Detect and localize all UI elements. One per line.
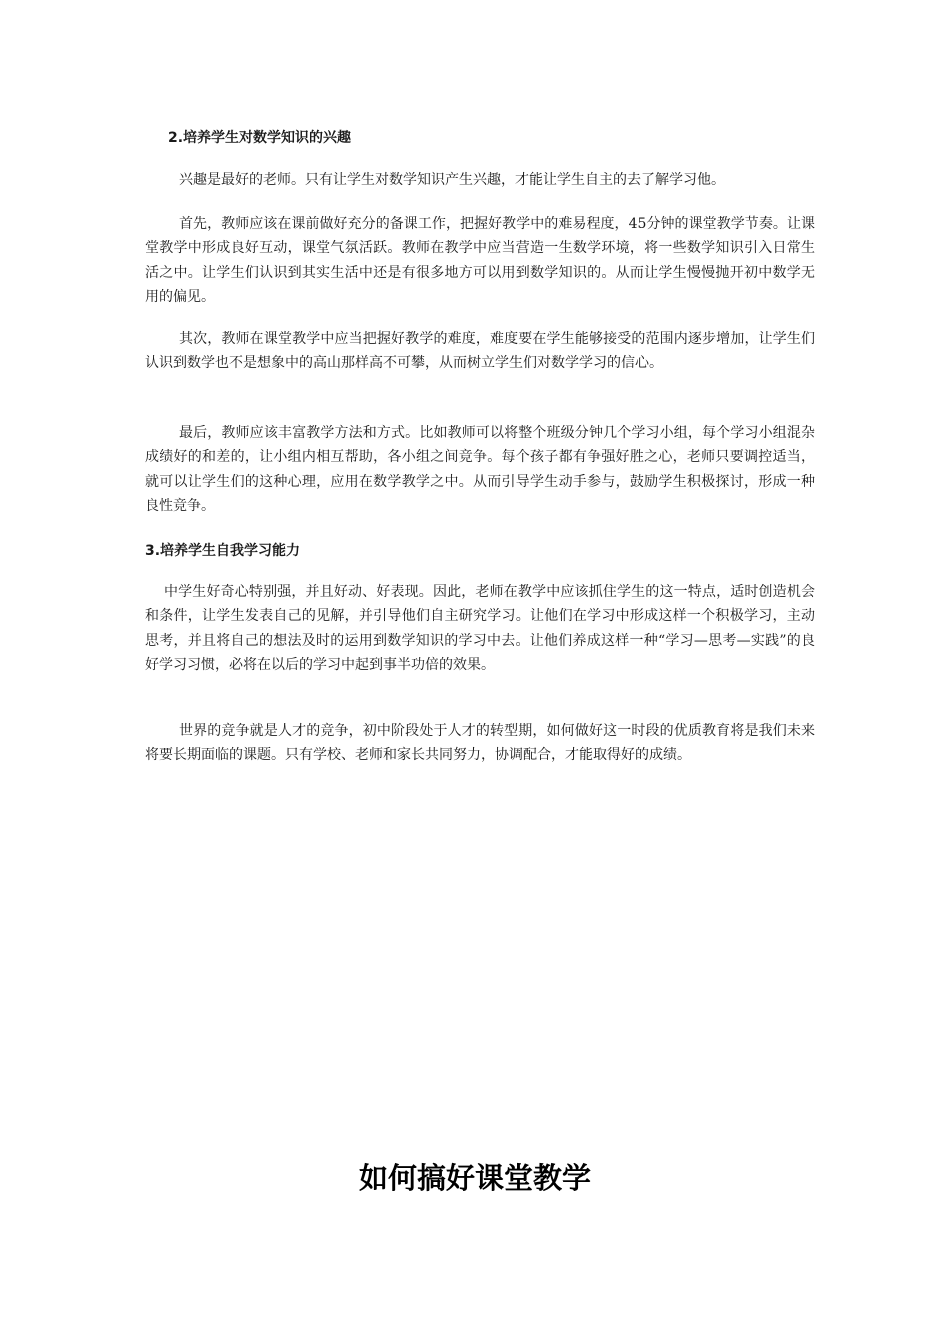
section-2-paragraph-2: 首先，教师应该在课前做好充分的备课工作，把握好教学中的难易程度，45分钟的课堂教学节奏。让课堂教学中形成良好互动，课堂气氛活跃。教师在教学中应当营造一生数学环境，将一些数学知识引入日常生活之中。让学生们认识到其实生活中还是有很多地方可以用到数学知识的。从而让学生慢慢抛开初中数学无用的偏见。 [145, 216, 815, 305]
next-article-title: 如何搞好课堂教学 [358, 1161, 591, 1195]
section-2-paragraph-3: 其次，教师在课堂教学中应当把握好教学的难度，难度要在学生能够接受的范围内逐步增加，让学生们认识到数学也不是想象中的高山那样高不可攀，从而树立学生们对数学学习的信心。 [145, 331, 815, 372]
section-3-paragraph-1: 中学生好奇心特别强，并且好动、好表现。因此，老师在教学中应该抓住学生的这一特点，适时创造机会和条件，让学生发表自己的见解，并引导他们自主研究学习。让他们在学习中形成这样一个积极学习，主动思考，并且将自己的想法及时的运用到数学知识的学习中去。让他们养成这样一种“学习—思考—实践”的良好学习习惯，必将在以后的学习中起到事半功倍的效果。 [145, 584, 815, 673]
section-2-paragraph-1: 兴趣是最好的老师。只有让学生对数学知识产生兴趣，才能让学生自主的去了解学习他。 [179, 172, 725, 188]
section-2-heading: 2.培养学生对数学知识的兴趣 [168, 130, 352, 146]
section-3-paragraph-2: 世界的竞争就是人才的竞争，初中阶段处于人才的转型期，如何做好这一时段的优质教育将是我们未来将要长期面临的课题。只有学校、老师和家长共同努力，协调配合，才能取得好的成绩。 [145, 723, 815, 764]
section-2-paragraph-4: 最后，教师应该丰富教学方法和方式。比如教师可以将整个班级分钟几个学习小组，每个学习小组混杂成绩好的和差的，让小组内相互帮助，各小组之间竞争。每个孩子都有争强好胜之心，老师只要调控适当，就可以让学生们的这种心理，应用在数学教学之中。从而引导学生动手参与，鼓励学生积极探讨，形成一种良性竞争。 [145, 425, 815, 514]
section-3-heading: 3.培养学生自我学习能力 [145, 543, 301, 559]
